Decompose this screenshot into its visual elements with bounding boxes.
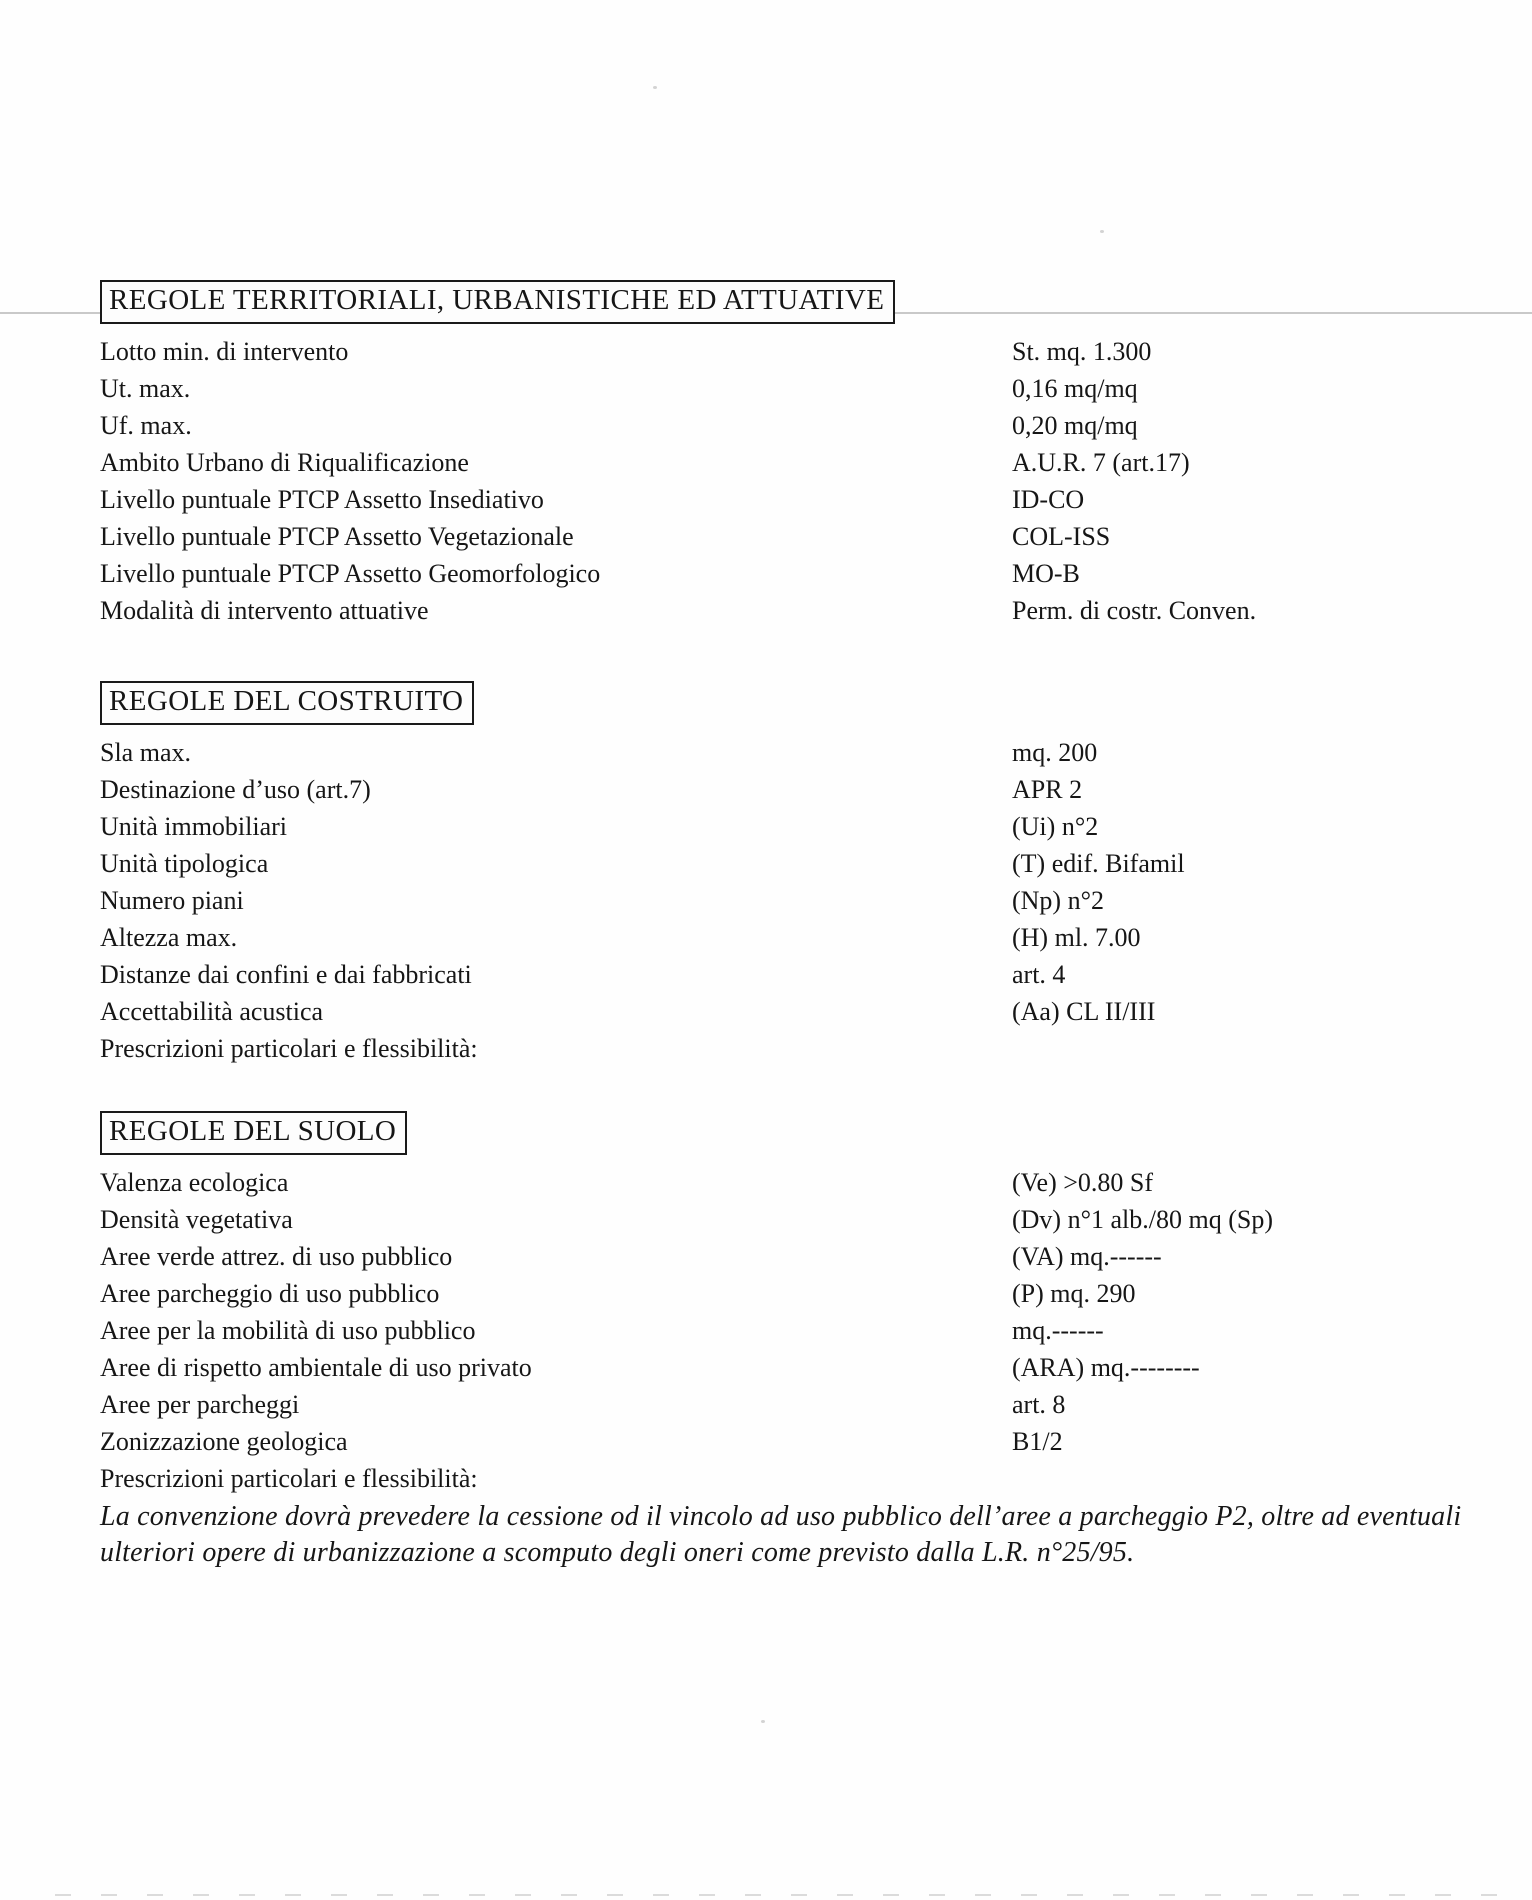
regulation-value: (P) mq. 290: [1012, 1279, 1136, 1308]
regulation-section: [100, 681, 1462, 1067]
regulation-value: MO-B: [1012, 559, 1080, 588]
regulation-value: St. mq. 1.300: [1012, 337, 1152, 366]
regulation-value: A.U.R. 7 (art.17): [1012, 448, 1190, 477]
prescriptions-note-text: La convenzione dovrà prevedere la cessione od il vincolo ad uso pubblico dell’aree a parcheggio P2, oltre ad eventuali ulteriori opere di urbanizzazione a scomputo degli oneri come previsto dalla L.R. n°25/95.: [100, 1501, 1462, 1568]
regulation-label: Unità immobiliari: [100, 812, 288, 841]
regulation-value: (Ve) >0.80 Sf: [1012, 1168, 1154, 1197]
regulation-row: [100, 1238, 1462, 1275]
section-title: REGOLE TERRITORIALI, URBANISTICHE ED ATTUATIVE: [109, 284, 885, 316]
regulation-label: Aree per la mobilità di uso pubblico: [100, 1316, 476, 1345]
regulation-label: Valenza ecologica: [100, 1168, 289, 1197]
scan-speck: [653, 86, 657, 89]
regulation-section: [100, 280, 1462, 629]
regulation-label: Livello puntuale PTCP Assetto Insediativo: [100, 485, 544, 514]
regulation-row: [100, 734, 1462, 771]
regulation-value: [1012, 1030, 1462, 1067]
regulation-row: [100, 1201, 1462, 1238]
regulation-value: COL-ISS: [1012, 522, 1111, 551]
scan-artifact-bottom-dots: [55, 1894, 1507, 1896]
regulation-value: art. 4: [1012, 960, 1066, 989]
regulation-row: [100, 518, 1462, 555]
regulation-label: Distanze dai confini e dai fabbricati: [100, 960, 472, 989]
regulation-label: Livello puntuale PTCP Assetto Vegetazionale: [100, 522, 574, 551]
regulation-label: Aree per parcheggi: [100, 1390, 300, 1419]
regulation-row: [100, 481, 1462, 518]
regulation-row: [100, 993, 1462, 1030]
regulation-label: Livello puntuale PTCP Assetto Geomorfologico: [100, 559, 601, 588]
regulation-row: [100, 845, 1462, 882]
regulation-value: (Aa) CL II/III: [1012, 997, 1156, 1026]
section-title-box: [100, 1111, 407, 1155]
regulation-label: Densità vegetativa: [100, 1205, 293, 1234]
regulation-row: [100, 808, 1462, 845]
regulation-value: (Dv) n°1 alb./80 mq (Sp): [1012, 1205, 1273, 1234]
regulation-value: 0,16 mq/mq: [1012, 374, 1138, 403]
regulation-label: Uf. max.: [100, 411, 192, 440]
regulation-value: ID-CO: [1012, 485, 1085, 514]
section-title: REGOLE DEL COSTRUITO: [109, 685, 464, 717]
sections-container: [100, 280, 1462, 1497]
regulation-value: (T) edif. Bifamil: [1012, 849, 1185, 878]
regulation-row: [100, 1423, 1462, 1460]
regulation-value: Perm. di costr. Conven.: [1012, 596, 1257, 625]
regulation-value: (H) ml. 7.00: [1012, 923, 1141, 952]
regulation-value: (Ui) n°2: [1012, 812, 1099, 841]
regulation-label: Accettabilità acustica: [100, 997, 324, 1026]
regulation-label: Unità tipologica: [100, 849, 269, 878]
regulation-label: Sla max.: [100, 738, 191, 767]
regulation-label: Altezza max.: [100, 923, 238, 952]
regulation-label: Aree di rispetto ambientale di uso privato: [100, 1353, 532, 1382]
regulation-value: (VA) mq.------: [1012, 1242, 1162, 1271]
scan-speck: [761, 1720, 765, 1723]
regulation-row: [100, 1030, 1462, 1067]
regulation-row: [100, 444, 1462, 481]
regulation-value: (Np) n°2: [1012, 886, 1104, 915]
regulation-value: APR 2: [1012, 775, 1083, 804]
regulation-section: [100, 1111, 1462, 1497]
regulation-label: Ambito Urbano di Riqualificazione: [100, 448, 469, 477]
scan-speck: [1100, 230, 1104, 233]
section-rows: [100, 333, 1462, 629]
regulation-label: Prescrizioni particolari e flessibilità:: [100, 1034, 478, 1063]
regulation-row: [100, 771, 1462, 808]
regulation-label: Modalità di intervento attuative: [100, 596, 429, 625]
section-rows: [100, 734, 1462, 1067]
regulation-label: Aree verde attrez. di uso pubblico: [100, 1242, 453, 1271]
regulation-row: [100, 882, 1462, 919]
regulation-value: 0,20 mq/mq: [1012, 411, 1138, 440]
regulation-row: [100, 919, 1462, 956]
section-title-box: [100, 280, 895, 324]
document-content: [100, 280, 1462, 1571]
regulation-label: Zonizzazione geologica: [100, 1427, 348, 1456]
regulation-row: [100, 407, 1462, 444]
regulation-row: [100, 555, 1462, 592]
regulation-label: Destinazione d’uso (art.7): [100, 775, 371, 804]
regulation-row: [100, 1275, 1462, 1312]
regulation-row: [100, 956, 1462, 993]
regulation-row: [100, 1312, 1462, 1349]
section-rows: [100, 1164, 1462, 1497]
regulation-value: [1012, 1460, 1462, 1497]
section-title: REGOLE DEL SUOLO: [109, 1115, 397, 1147]
regulation-label: Aree parcheggio di uso pubblico: [100, 1279, 440, 1308]
regulation-row: [100, 333, 1462, 370]
regulation-value: B1/2: [1012, 1427, 1063, 1456]
regulation-value: art. 8: [1012, 1390, 1066, 1419]
regulation-row: [100, 1164, 1462, 1201]
regulation-row: [100, 592, 1462, 629]
regulation-label: Ut. max.: [100, 374, 191, 403]
regulation-label: Numero piani: [100, 886, 244, 915]
regulation-value: (ARA) mq.--------: [1012, 1353, 1200, 1382]
regulation-row: [100, 1386, 1462, 1423]
regulation-value: mq.------: [1012, 1316, 1104, 1345]
section-title-box: [100, 681, 474, 725]
regulation-row: [100, 1460, 1462, 1497]
regulation-value: mq. 200: [1012, 738, 1098, 767]
regulation-row: [100, 1349, 1462, 1386]
regulation-row: [100, 370, 1462, 407]
regulation-label: Lotto min. di intervento: [100, 337, 349, 366]
regulation-label: Prescrizioni particolari e flessibilità:: [100, 1464, 478, 1493]
